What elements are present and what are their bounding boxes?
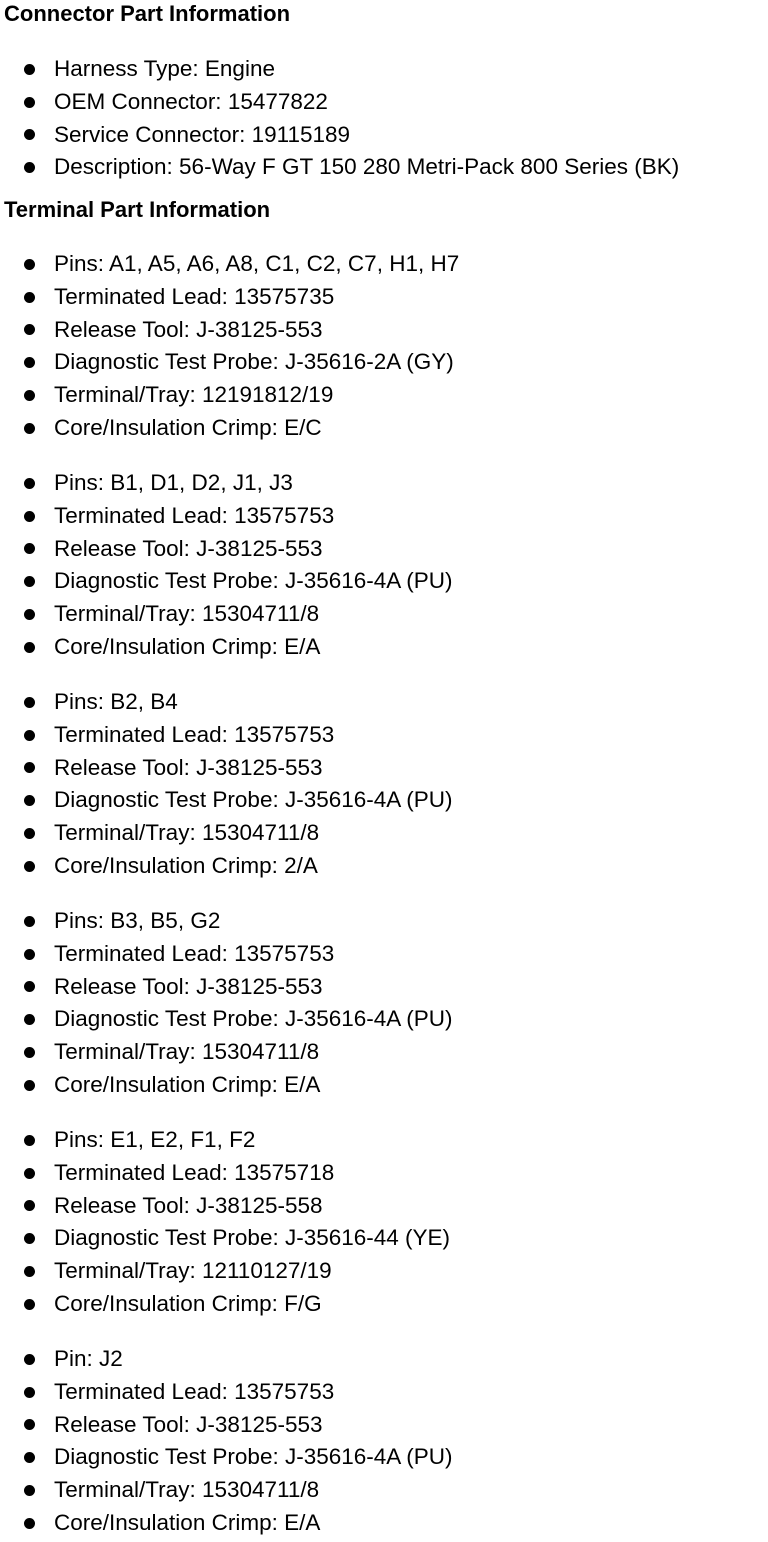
item-text: Pin: J2 bbox=[54, 1346, 123, 1371]
item-text: Pins: B1, D1, D2, J1, J3 bbox=[54, 470, 293, 495]
bullet-icon bbox=[24, 390, 35, 401]
bullet-icon bbox=[24, 730, 35, 741]
item-text: Harness Type: Engine bbox=[54, 56, 275, 81]
item-text: Terminated Lead: 13575753 bbox=[54, 1378, 335, 1404]
bullet-icon bbox=[24, 259, 35, 270]
item-text: Release Tool: J-38125-553 bbox=[54, 316, 323, 342]
item-text: Diagnostic Test Probe: J-35616-4A (PU) bbox=[54, 1006, 453, 1032]
bullet-icon bbox=[24, 1518, 35, 1529]
item-text: Diagnostic Test Probe: J-35616-2A (GY) bbox=[54, 349, 454, 375]
bullet-icon bbox=[24, 1080, 35, 1091]
bullet-icon bbox=[24, 1047, 35, 1058]
bullet-icon bbox=[24, 916, 35, 927]
bullet-icon bbox=[24, 162, 35, 173]
item-text: Pins: B3, B5, G2 bbox=[54, 908, 221, 933]
bullet-icon bbox=[24, 762, 35, 773]
bullet-icon bbox=[24, 981, 35, 992]
bullet-icon bbox=[24, 97, 35, 108]
bullet-icon bbox=[24, 828, 35, 839]
bullet-icon bbox=[24, 861, 35, 872]
bullet-icon bbox=[24, 1485, 35, 1496]
bullet-icon bbox=[24, 609, 35, 620]
bullet-icon bbox=[24, 1200, 35, 1211]
item-text: Terminated Lead: 13575718 bbox=[54, 1159, 335, 1185]
item-text: Diagnostic Test Probe: J-35616-4A (PU) bbox=[54, 1444, 453, 1470]
bullet-icon bbox=[24, 1168, 35, 1179]
bullet-icon bbox=[24, 1452, 35, 1463]
connector-heading: Connector Part Information bbox=[4, 1, 291, 26]
item-text: Core/Insulation Crimp: F/G bbox=[54, 1290, 322, 1316]
item-text: Service Connector: 19115189 bbox=[54, 121, 351, 147]
bullet-icon bbox=[24, 1135, 35, 1146]
item-text: Terminal/Tray: 15304711/8 bbox=[54, 1477, 320, 1503]
item-text: Diagnostic Test Probe: J-35616-44 (YE) bbox=[54, 1225, 451, 1251]
bullet-icon bbox=[24, 423, 35, 434]
bullet-icon bbox=[24, 543, 35, 554]
item-text: OEM Connector: 15477822 bbox=[54, 88, 328, 114]
bullet-icon bbox=[24, 1387, 35, 1398]
item-text: Release Tool: J-38125-558 bbox=[54, 1192, 323, 1218]
bullet-icon bbox=[24, 1014, 35, 1025]
bullet-icon bbox=[24, 949, 35, 960]
item-text: Pins: B2, B4 bbox=[54, 689, 178, 714]
bullet-icon bbox=[24, 697, 35, 708]
terminal-heading: Terminal Part Information bbox=[4, 197, 271, 222]
item-text: Diagnostic Test Probe: J-35616-4A (PU) bbox=[54, 568, 453, 594]
item-text: Core/Insulation Crimp: 2/A bbox=[54, 852, 318, 878]
item-text: Core/Insulation Crimp: E/A bbox=[54, 1071, 321, 1097]
item-text: Terminal/Tray: 15304711/8 bbox=[54, 820, 320, 846]
item-text: Terminal/Tray: 15304711/8 bbox=[54, 601, 320, 627]
bullet-icon bbox=[24, 1299, 35, 1310]
bullet-icon bbox=[24, 478, 35, 489]
item-text: Release Tool: J-38125-553 bbox=[54, 973, 323, 999]
item-text: Core/Insulation Crimp: E/A bbox=[54, 633, 321, 659]
bullet-icon bbox=[24, 511, 35, 522]
bullet-icon bbox=[24, 1266, 35, 1277]
item-text: Core/Insulation Crimp: E/C bbox=[54, 414, 322, 440]
item-text: Terminated Lead: 13575753 bbox=[54, 940, 335, 966]
item-text: Terminal/Tray: 12110127/19 bbox=[54, 1258, 332, 1284]
item-text: Terminated Lead: 13575753 bbox=[54, 721, 335, 747]
item-text: Terminal/Tray: 12191812/19 bbox=[54, 382, 334, 408]
item-text: Core/Insulation Crimp: E/A bbox=[54, 1509, 321, 1535]
bullet-icon bbox=[24, 795, 35, 806]
item-text: Terminated Lead: 13575753 bbox=[54, 502, 335, 528]
bullet-icon bbox=[24, 324, 35, 335]
bullet-icon bbox=[24, 1354, 35, 1365]
item-text: Pins: A1, A5, A6, A8, C1, C2, C7, H1, H7 bbox=[54, 251, 460, 276]
bullet-icon bbox=[24, 64, 35, 75]
item-text: Terminal/Tray: 15304711/8 bbox=[54, 1039, 320, 1065]
bullet-icon bbox=[24, 292, 35, 303]
item-text: Pins: E1, E2, F1, F2 bbox=[54, 1127, 256, 1152]
item-text: Release Tool: J-38125-553 bbox=[54, 754, 323, 780]
item-text: Diagnostic Test Probe: J-35616-4A (PU) bbox=[54, 787, 453, 813]
item-text: Release Tool: J-38125-553 bbox=[54, 535, 323, 561]
item-text: Terminated Lead: 13575735 bbox=[54, 283, 335, 309]
bullet-icon bbox=[24, 1233, 35, 1244]
item-text: Release Tool: J-38125-553 bbox=[54, 1411, 323, 1437]
bullet-icon bbox=[24, 576, 35, 587]
bullet-icon bbox=[24, 129, 35, 140]
bullet-icon bbox=[24, 1419, 35, 1430]
bullet-icon bbox=[24, 642, 35, 653]
item-text: Description: 56-Way F GT 150 280 Metri-Pack 800 Series (BK) bbox=[54, 154, 680, 180]
bullet-icon bbox=[24, 357, 35, 368]
